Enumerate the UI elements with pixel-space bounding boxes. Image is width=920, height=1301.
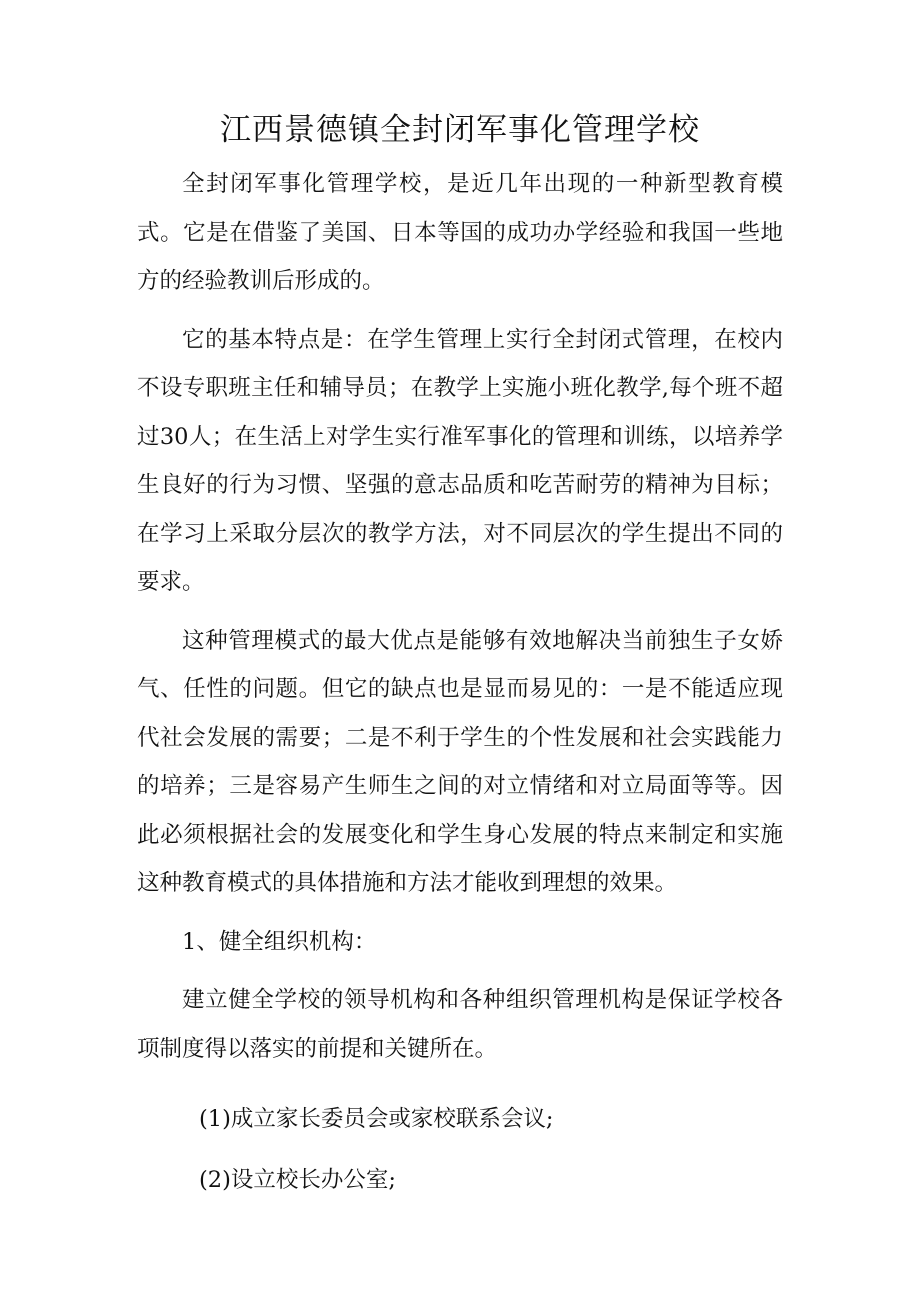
document-body (137, 160, 783, 1204)
list-item: (1)成立家长委员会或家校联系会议; (199, 1106, 554, 1132)
paragraph-pros-cons: 这种管理模式的最大优点是能够有效地解决当前独生子女娇气、任性的问题。但它的缺点也是显而易见的：一是不能适应现代社会发展的需要；二是不利于学生的个性发展和社会实践能力的培养；三是容易产生师生之间的对立情绪和对立局面等等。因此必须根据社会的发展变化和学生身心发展的特点来制定和实施这种教育模式的具体措施和方法才能收到理想的效果。 (137, 627, 783, 896)
paragraph-intro: 全封闭军事化管理学校，是近几年出现的一种新型教育模式。它是在借鉴了美国、日本等国的成功办学经验和我国一些地方的经验教训后形成的。 (137, 171, 783, 294)
paragraph-organization: 建立健全学校的领导机构和各种组织管理机构是保证学校各项制度得以落实的前提和关键所在。 (137, 987, 783, 1062)
section-heading-organization: 1、健全组织机构： (182, 928, 377, 955)
paragraph-features: 它的基本特点是：在学生管理上实行全封闭式管理，在校内不设专职班主任和辅导员；在教学上实施小班化教学,每个班不超过30人；在生活上对学生实行准军事化的管理和训练，以培养学生良好的行为习惯、坚强的意志品质和吃苦耐劳的精神为目标；在学习上采取分层次的教学方法，对不同层次的学生提出不同的要求。 (137, 326, 783, 595)
document-title: 江西景德镇全封闭军事化管理学校 (220, 112, 700, 148)
list-item: (2)设立校长办公室; (199, 1166, 396, 1193)
